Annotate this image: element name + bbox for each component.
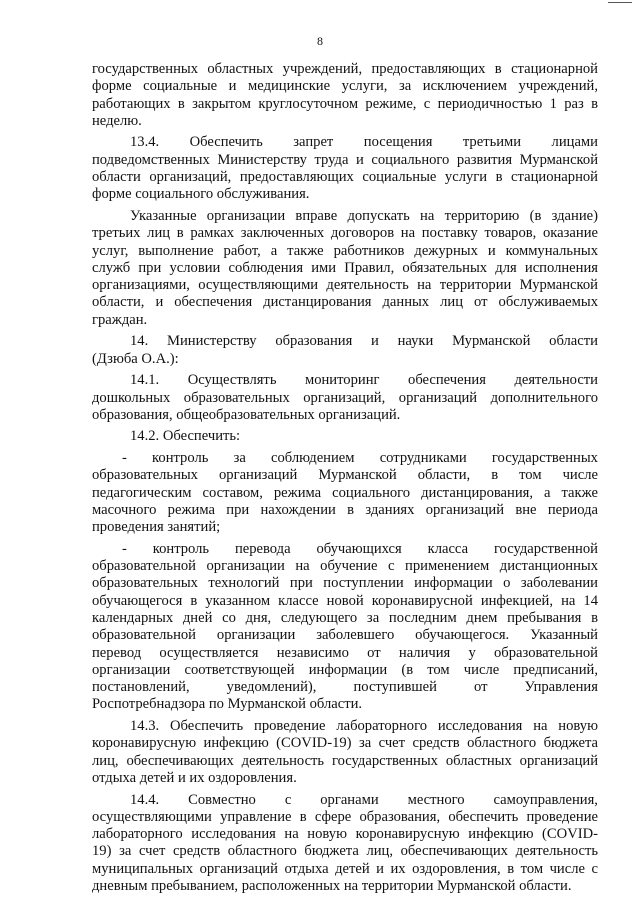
word: Управления [524, 679, 598, 696]
clause-number: 13.4. [130, 134, 160, 151]
word: постановлений, [92, 679, 190, 696]
word: Мурманской [318, 467, 397, 484]
paragraph-14-3 [92, 718, 598, 787]
word: мониторинг [304, 372, 380, 389]
clause-number: 14.4. [130, 791, 160, 808]
text-line: отдыха детей и их оздоровления. [92, 769, 297, 786]
word: организаций [219, 467, 298, 484]
word: числе [562, 467, 598, 484]
text-line: лабораторного исследования на новую коронавирусную инфекцию (COVID- [92, 826, 598, 843]
text-line: форме социального обслуживания. [92, 186, 310, 203]
text-line: государственных областных учреждений, предоставляющих в стационарной [92, 61, 598, 77]
text-line: дошкольных образовательных организаций, организаций дополнительного [92, 389, 598, 406]
text-line: календарных дней со дня, следующего за последним днем пребывания в [92, 609, 598, 626]
word: области, [417, 467, 471, 484]
word: лицами [551, 134, 598, 151]
word: посещения [363, 134, 433, 151]
text-line: Указанные организации вправе допускать на территорию (в здание) [130, 207, 598, 224]
word: органами [320, 791, 379, 808]
text-line: организации соответствующей информации (в том числе предписаний, [92, 661, 598, 678]
text-line: образовательной организации заболевшего обучающегося. Указанный [92, 627, 598, 644]
paragraph-organizations-access [92, 208, 598, 329]
text-line [92, 450, 598, 467]
text-line: проведения занятий; [92, 519, 221, 536]
text-line: дневным пребыванием, расположенных на территории Мурманской области. [92, 878, 572, 895]
text-line [92, 541, 598, 558]
word: Министерству [166, 333, 257, 350]
bullet-dash: - [122, 450, 127, 467]
document-body [92, 61, 598, 900]
text-line: 14.3. Обеспечить проведение лабораторного исследования на новую [130, 718, 598, 735]
text-line: образовательных технологий при поступлении информации о заболевании [92, 575, 598, 592]
bullet-item [92, 450, 598, 536]
word: государственных [491, 450, 598, 467]
text-line: Роспотребнадзора по Мурманской области. [92, 696, 363, 713]
paragraph-14-4 [92, 792, 598, 896]
word: соблюдением [271, 450, 355, 467]
text-line: муниципальных организаций отдыха детей и их оздоровления, в том числе с [92, 860, 598, 877]
text-line: области, и обеспечения дистанцирования данных лиц от обслуживаемых [92, 294, 598, 311]
text-line: третьих лиц в рамках заключенных договоров на поставку товаров, оказание [92, 225, 598, 242]
text-line: коронавирусную инфекцию (COVID-19) за счет средств областного бюджета [92, 735, 598, 752]
word: в [491, 467, 499, 484]
text-line: обучающегося в указанном классе новой коронавирусной инфекцией, на 14 [92, 592, 598, 609]
text-line: организациями, осуществляющими деятельность на территории Мурманской [92, 277, 598, 294]
text-line: граждан. [92, 311, 148, 328]
clause-number: 14. [130, 333, 149, 350]
paragraph-continuation [92, 61, 598, 130]
word: контроль [152, 540, 210, 557]
text-line: перевод осуществляется независимо от наличия у образовательной [92, 644, 598, 661]
word: том [519, 467, 542, 484]
page-number: 8 [317, 34, 323, 48]
word: образовательных [92, 467, 198, 484]
word: обеспечения [408, 372, 486, 389]
text-line: лиц, обеспечивающих деятельность государственных областных организаций [92, 752, 598, 769]
word: области [549, 333, 598, 350]
text-line: образования, общеобразовательных организаций. [92, 406, 401, 423]
text-line: 19) за счет средств областного бюджета лиц, обеспечивающих деятельность [92, 843, 598, 860]
text-line: подведомственных Министерству труда и социального развития Мурманской [92, 151, 598, 168]
word: запрет [293, 134, 334, 151]
text-line [92, 679, 598, 696]
text-line [92, 333, 598, 350]
text-line: масочного режима при нахождении в зданиях организаций вне периода [92, 501, 598, 518]
word: Совместно [188, 791, 256, 808]
text-line [92, 792, 598, 809]
word: самоуправления, [493, 791, 598, 808]
text-line: (Дзюба О.А.): [92, 350, 179, 367]
word: контроль [152, 450, 209, 467]
word: Мурманской [452, 333, 531, 350]
text-line: услуг, выполнение работ, а также работников дежурных и коммунальных [92, 242, 598, 259]
paragraph-13-4 [92, 134, 598, 203]
text-line: форме социальные и медицинские услуги, за исключением учреждений, [92, 78, 598, 95]
word: науки [397, 333, 434, 350]
word: класса [427, 540, 469, 557]
paragraph-14-2 [92, 428, 598, 445]
word: Обеспечить [189, 134, 263, 151]
text-line: работающих в закрытом круглосуточном режиме, с периодичностью 1 раз в [92, 95, 598, 112]
word: с [284, 791, 292, 808]
paragraph-14 [92, 333, 598, 368]
word: обучающихся [316, 540, 402, 557]
word: от [474, 679, 488, 696]
text-line [92, 134, 598, 151]
text-line [92, 372, 598, 389]
text-line: области организаций, предоставляющих социальные услуги в стационарной [92, 169, 598, 186]
word: за [233, 450, 246, 467]
bullet-dash: - [122, 540, 127, 557]
word: образования [275, 333, 353, 350]
text-line: образовательной организации на обучение с применением дистанционных [92, 558, 598, 575]
text-line: осуществляющими управление в сфере образования, обеспечить проведение [92, 808, 598, 825]
word: перевода [234, 540, 291, 557]
word: поступившей [353, 679, 437, 696]
text-line: служб при условии соблюдения ими Правил, обязательных для исполнения [92, 259, 598, 276]
word: деятельности [514, 372, 598, 389]
paragraph-14-1 [92, 372, 598, 424]
word: государственной [493, 540, 598, 557]
clause-number: 14.1. [130, 372, 160, 389]
scan-corner-mark [608, 2, 632, 3]
word: уведомлений), [226, 679, 317, 696]
word: и [371, 333, 379, 350]
text-line [92, 467, 598, 484]
word: третьими [462, 134, 522, 151]
bullet-item [92, 541, 598, 714]
text-line: неделю. [92, 112, 142, 129]
text-line: педагогическим составом, режима социального дистанцирования, а также [92, 484, 598, 501]
text-line: 14.2. Обеспечить: [130, 428, 241, 445]
word: Осуществлять [187, 372, 277, 389]
word: сотрудниками [379, 450, 467, 467]
word: местного [407, 791, 465, 808]
